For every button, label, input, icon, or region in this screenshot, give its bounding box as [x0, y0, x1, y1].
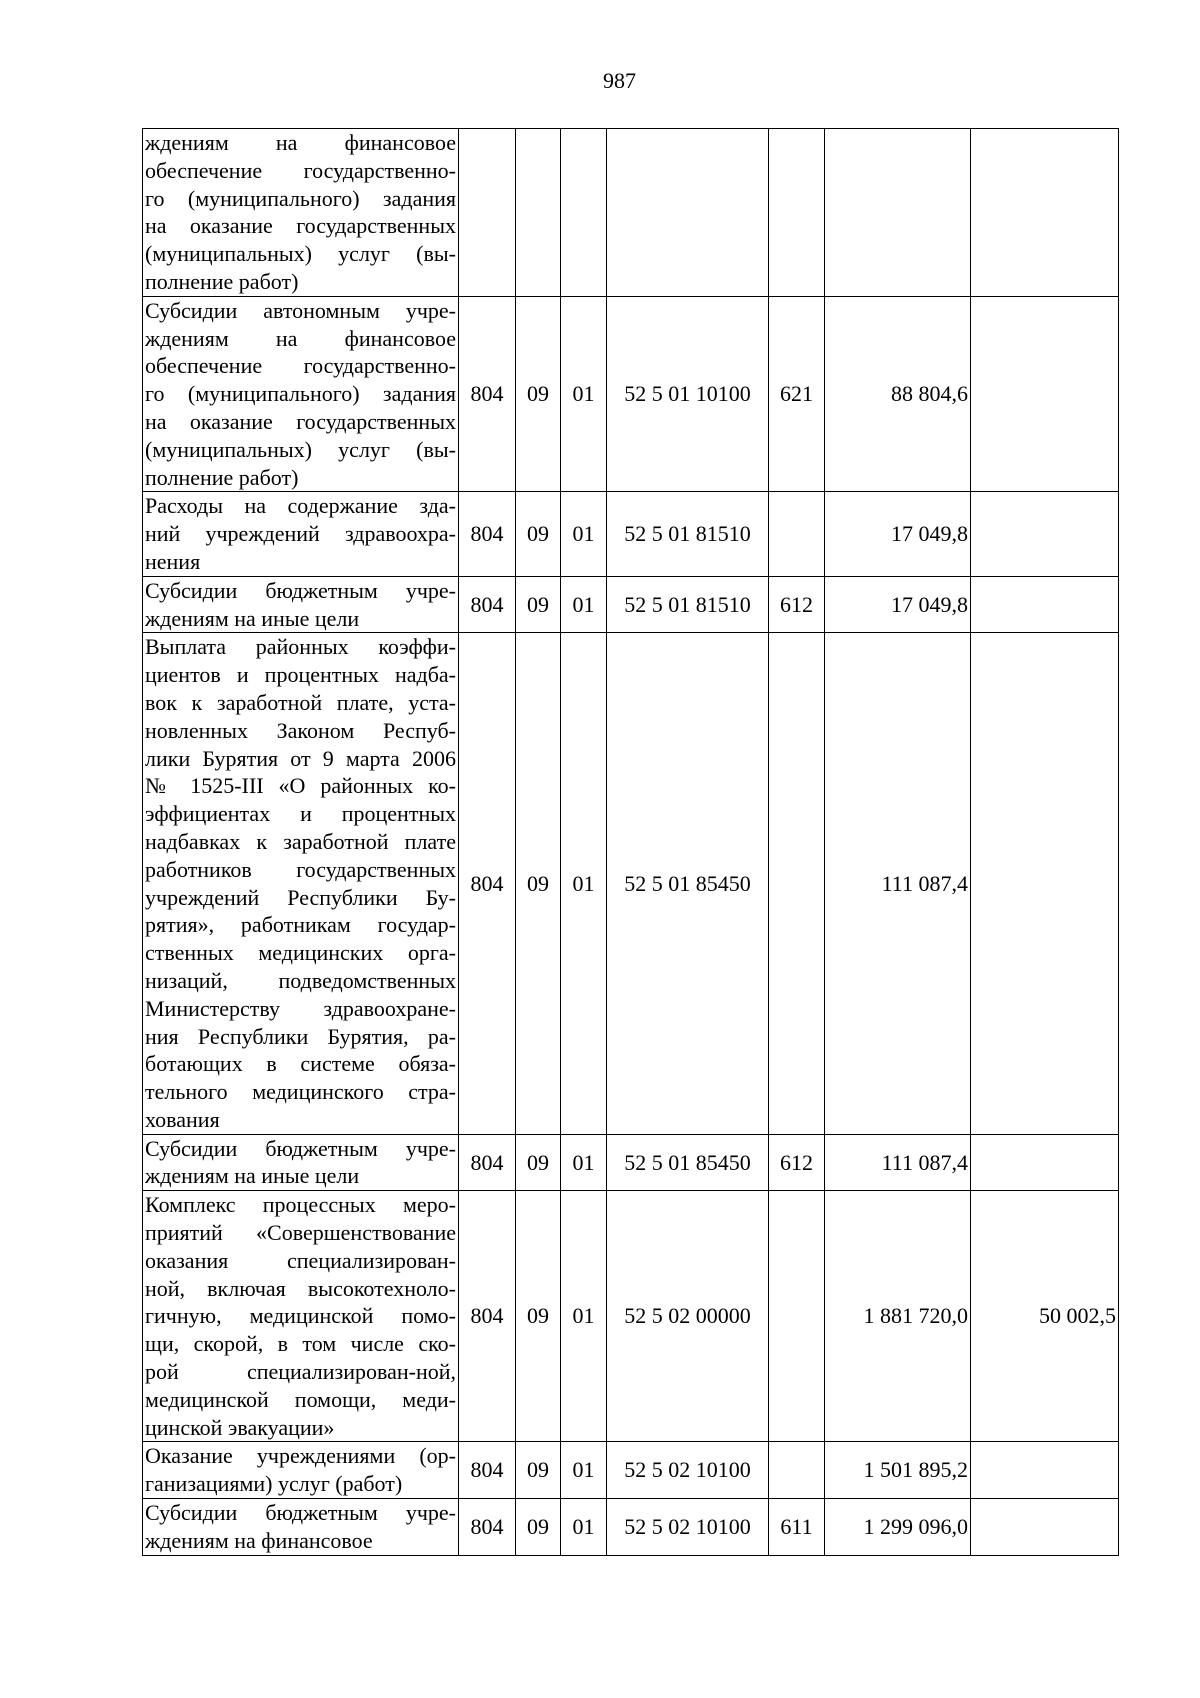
section-code-cell: 09 [516, 1499, 561, 1556]
description-line: рой специализирован-ной, [145, 1359, 456, 1385]
federal-amount-cell [971, 296, 1119, 492]
description-line: приятий «Совершенствование [145, 1220, 456, 1246]
table-row [143, 1442, 1119, 1499]
description-line: на оказание государственных [145, 213, 456, 239]
description-line: ний учреждений здравоохра- [145, 521, 456, 547]
description-line: ждениям на иные цели [145, 1163, 360, 1189]
expense-type-cell: 612 [769, 1134, 825, 1191]
subsection-code-cell: 01 [561, 633, 607, 1134]
target-article-cell: 52 5 02 10100 [607, 1499, 769, 1556]
target-article-cell: 52 5 01 85450 [607, 1134, 769, 1191]
description-line: вок к заработной плате, уста- [145, 689, 456, 715]
subsection-code-cell: 01 [561, 296, 607, 492]
description-line: гичную, медицинской помо- [145, 1303, 456, 1329]
subsection-code-cell: 01 [561, 1191, 607, 1442]
description-line: Субсидии автономным учре- [145, 297, 456, 323]
table-row [143, 576, 1119, 633]
subsection-code-cell: 01 [561, 1499, 607, 1556]
description-line: ждениям на финансовое [145, 325, 456, 351]
table-row [143, 1134, 1119, 1191]
description-line: учреждений Республики Бу- [145, 884, 456, 910]
subsection-code-cell: 01 [561, 1134, 607, 1191]
description-line: ственных медицинских орга- [145, 940, 456, 966]
amount-cell: 111 087,4 [825, 1134, 971, 1191]
section-code-cell: 09 [516, 1134, 561, 1191]
federal-amount-cell [971, 129, 1119, 297]
description-cell [143, 492, 459, 576]
description-line: низаций, подведомственных [145, 967, 456, 993]
amount-cell: 1 501 895,2 [825, 1442, 971, 1499]
description-line: ния Республики Бурятия, ра- [145, 1023, 456, 1049]
target-article-cell: 52 5 01 85450 [607, 633, 769, 1134]
description-line: медицинской помощи, меди- [145, 1386, 456, 1412]
ministry-code-cell: 804 [459, 492, 516, 576]
description-line: на оказание государственных [145, 408, 456, 434]
section-code-cell [516, 129, 561, 297]
expense-type-cell [769, 633, 825, 1134]
federal-amount-cell [971, 492, 1119, 576]
federal-amount-cell [971, 1134, 1119, 1191]
description-line: го (муниципального) задания [145, 185, 456, 211]
description-line: (муниципальных) услуг (вы- [145, 436, 456, 462]
federal-amount-cell [971, 576, 1119, 633]
target-article-cell [607, 129, 769, 297]
amount-cell [825, 129, 971, 297]
target-article-cell: 52 5 01 81510 [607, 576, 769, 633]
amount-cell: 17 049,8 [825, 492, 971, 576]
description-line: ганизациями) услуг (работ) [145, 1471, 403, 1497]
description-line: Комплекс процессных меро- [145, 1192, 456, 1218]
description-cell [143, 129, 459, 297]
description-line: новленных Законом Респуб- [145, 717, 456, 743]
description-line: рятия», работникам государ- [145, 912, 456, 938]
table-row [143, 633, 1119, 1134]
description-line: Оказание учреждениями (ор- [145, 1443, 456, 1469]
description-line: ждениям на финансовое [145, 130, 456, 155]
description-line: Субсидии бюджетным учре- [145, 1135, 456, 1161]
target-article-cell: 52 5 01 10100 [607, 296, 769, 492]
subsection-code-cell: 01 [561, 1442, 607, 1499]
section-code-cell: 09 [516, 1191, 561, 1442]
description-line: Субсидии бюджетным учре- [145, 577, 456, 603]
federal-amount-cell [971, 633, 1119, 1134]
target-article-cell: 52 5 02 10100 [607, 1442, 769, 1499]
description-line: тельного медицинского стра- [145, 1079, 456, 1105]
ministry-code-cell: 804 [459, 1134, 516, 1191]
target-article-cell: 52 5 01 81510 [607, 492, 769, 576]
expense-type-cell [769, 1191, 825, 1442]
description-cell [143, 296, 459, 492]
description-line: надбавках к заработной плате [145, 828, 456, 854]
description-cell [143, 1442, 459, 1499]
expense-type-cell: 611 [769, 1499, 825, 1556]
description-cell [143, 1191, 459, 1442]
description-line: нения [145, 548, 201, 574]
subsection-code-cell [561, 129, 607, 297]
description-line: ждениям на иные цели [145, 605, 360, 631]
budget-table [142, 128, 1119, 1556]
federal-amount-cell: 50 002,5 [971, 1191, 1119, 1442]
expense-type-cell [769, 492, 825, 576]
federal-amount-cell [971, 1499, 1119, 1556]
description-line: обеспечение государственно- [145, 353, 456, 379]
federal-amount-cell [971, 1442, 1119, 1499]
description-line: ждениям на финансовое [145, 1527, 373, 1553]
ministry-code-cell: 804 [459, 633, 516, 1134]
description-line: оказания специализирован- [145, 1247, 456, 1273]
expense-type-cell: 621 [769, 296, 825, 492]
description-line: го (муниципального) задания [145, 381, 456, 407]
description-cell [143, 576, 459, 633]
section-code-cell: 09 [516, 1442, 561, 1499]
description-line: обеспечение государственно- [145, 157, 456, 183]
description-line: щи, скорой, в том числе ско- [145, 1331, 456, 1357]
description-line: полнение работ) [145, 268, 299, 294]
expense-type-cell: 612 [769, 576, 825, 633]
subsection-code-cell: 01 [561, 576, 607, 633]
section-code-cell: 09 [516, 296, 561, 492]
description-line: № 1525-III «О районных ко- [145, 773, 456, 799]
description-line: ботающих в системе обяза- [145, 1051, 456, 1077]
description-line: Выплата районных коэффи- [145, 634, 456, 660]
description-line: Расходы на содержание зда- [145, 493, 456, 519]
expense-type-cell [769, 1442, 825, 1499]
table-row [143, 492, 1119, 576]
section-code-cell: 09 [516, 492, 561, 576]
ministry-code-cell [459, 129, 516, 297]
target-article-cell: 52 5 02 00000 [607, 1191, 769, 1442]
amount-cell: 111 087,4 [825, 633, 971, 1134]
description-line: цинской эвакуации» [145, 1414, 335, 1440]
description-cell [143, 1134, 459, 1191]
table-row [143, 296, 1119, 492]
description-line: циентов и процентных надба- [145, 662, 456, 688]
description-line: эффициентах и процентных [145, 801, 456, 827]
amount-cell: 17 049,8 [825, 576, 971, 633]
description-line: работников государственных [145, 856, 456, 882]
amount-cell: 88 804,6 [825, 296, 971, 492]
description-line: полнение работ) [145, 464, 299, 490]
amount-cell: 1 881 720,0 [825, 1191, 971, 1442]
expense-type-cell [769, 129, 825, 297]
description-line: лики Бурятия от 9 марта 2006 [145, 745, 456, 771]
table-row [143, 129, 1119, 297]
table-row [143, 1499, 1119, 1556]
ministry-code-cell: 804 [459, 1499, 516, 1556]
ministry-code-cell: 804 [459, 1191, 516, 1442]
ministry-code-cell: 804 [459, 576, 516, 633]
description-line: Субсидии бюджетным учре- [145, 1500, 456, 1526]
table-body [143, 129, 1119, 1556]
section-code-cell: 09 [516, 576, 561, 633]
description-line: (муниципальных) услуг (вы- [145, 241, 456, 267]
ministry-code-cell: 804 [459, 1442, 516, 1499]
table-row [143, 1191, 1119, 1442]
page-number: 987 [603, 68, 636, 93]
description-line: хования [145, 1106, 220, 1132]
section-code-cell: 09 [516, 633, 561, 1134]
ministry-code-cell: 804 [459, 296, 516, 492]
amount-cell: 1 299 096,0 [825, 1499, 971, 1556]
subsection-code-cell: 01 [561, 492, 607, 576]
description-line: Министерству здравоохране- [145, 995, 456, 1021]
description-cell [143, 1499, 459, 1556]
description-line: ной, включая высокотехноло- [145, 1275, 456, 1301]
description-cell [143, 633, 459, 1134]
